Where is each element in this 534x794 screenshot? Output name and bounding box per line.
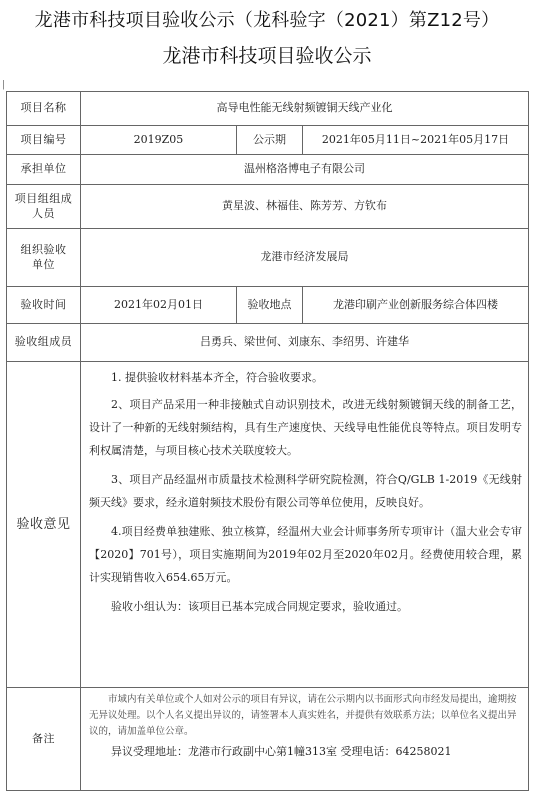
row-acc-time — [7, 287, 529, 324]
undertaker-label: 承担单位 — [7, 155, 81, 185]
page-title: 龙港市科技项目验收公示（龙科验字（2021）第Z12号） — [34, 10, 500, 31]
acc-time-value: 2021年02月01日 — [81, 287, 237, 324]
project-no-value: 2019Z05 — [81, 126, 237, 155]
row-project-no — [7, 126, 529, 155]
undertaker-value: 温州格洛博电子有限公司 — [81, 155, 529, 185]
note-label: 备注 — [7, 688, 81, 791]
opinion-paragraph: 2、项目产品采用一种非接触式自动识别技术，改进无线射频镀铜天线的制备工艺，设计了一种新的无线射频结构，具有生产速度快、天线导电性能优良等特点。项目发明专利权属清楚，与项目核心技术关联度较大。 — [89, 398, 522, 457]
acc-members-label: 验收组成员 — [7, 324, 81, 362]
opinion-label: 验收意见 — [7, 362, 81, 688]
note-contact: 异议受理地址：龙港市行政副中心第1幢313室 受理电话：64258021 — [111, 745, 452, 758]
project-name-label: 项目名称 — [7, 92, 81, 126]
row-opinion — [7, 362, 529, 688]
opinion-paragraph: 验收小组认为：该项目已基本完成合同规定要求，验收通过。 — [111, 600, 408, 613]
org-value: 龙港市经济发展局 — [81, 229, 529, 287]
org-label: 组织验收单位 — [7, 229, 81, 287]
row-undertaker — [7, 155, 529, 185]
row-note — [7, 688, 529, 791]
note-text: 市域内有关单位或个人如对公示的项目有异议，请在公示期内以书面形式向市经发局提出，逾期按无异议处理。以个人名义提出异议的，请签署本人真实姓名，并提供有效联系方法；以单位名义提出异议的，请加盖单位公章。 — [89, 694, 517, 737]
members-label: 项目组组成人员 — [7, 185, 81, 229]
note-content — [81, 688, 529, 791]
row-members — [7, 185, 529, 229]
opinion-paragraph: 4.项目经费单独建账、独立核算，经温州大业会计师事务所专项审计（温大业会专审【2020】701号），项目实施期间为2019年02月至2020年02月。经费使用较合理，累计实现销售收入654.65万元。 — [89, 525, 522, 584]
acc-place-label: 验收地点 — [237, 287, 303, 324]
publicity-value: 2021年05月11日~2021年05月17日 — [303, 126, 529, 155]
page-subtitle: 龙港市科技项目验收公示 — [162, 45, 372, 67]
members-value: 黄星波、林福佳、陈芳芳、方钦布 — [81, 185, 529, 229]
page-marker: | — [2, 80, 6, 90]
opinion-content — [81, 362, 529, 688]
acc-time-label: 验收时间 — [7, 287, 81, 324]
acc-members-value: 吕勇兵、梁世何、刘康东、李绍男、许建华 — [81, 324, 529, 362]
project-no-label: 项目编号 — [7, 126, 81, 155]
opinion-paragraph: 3、项目产品经温州市质量技术检测科学研究院检测，符合Q/GLB 1-2019《无线射频天线》要求，经永道射频技术股份有限公司等单位使用，反映良好。 — [89, 473, 522, 509]
row-project-name — [7, 92, 529, 126]
row-acc-members — [7, 324, 529, 362]
opinion-paragraph: 1. 提供验收材料基本齐全，符合验收要求。 — [111, 371, 323, 384]
acc-place-value: 龙港印刷产业创新服务综合体四楼 — [303, 287, 529, 324]
publicity-label: 公示期 — [237, 126, 303, 155]
acceptance-form-table — [6, 91, 529, 791]
project-name-value: 高导电性能无线射频镀铜天线产业化 — [81, 92, 529, 126]
row-org — [7, 229, 529, 287]
